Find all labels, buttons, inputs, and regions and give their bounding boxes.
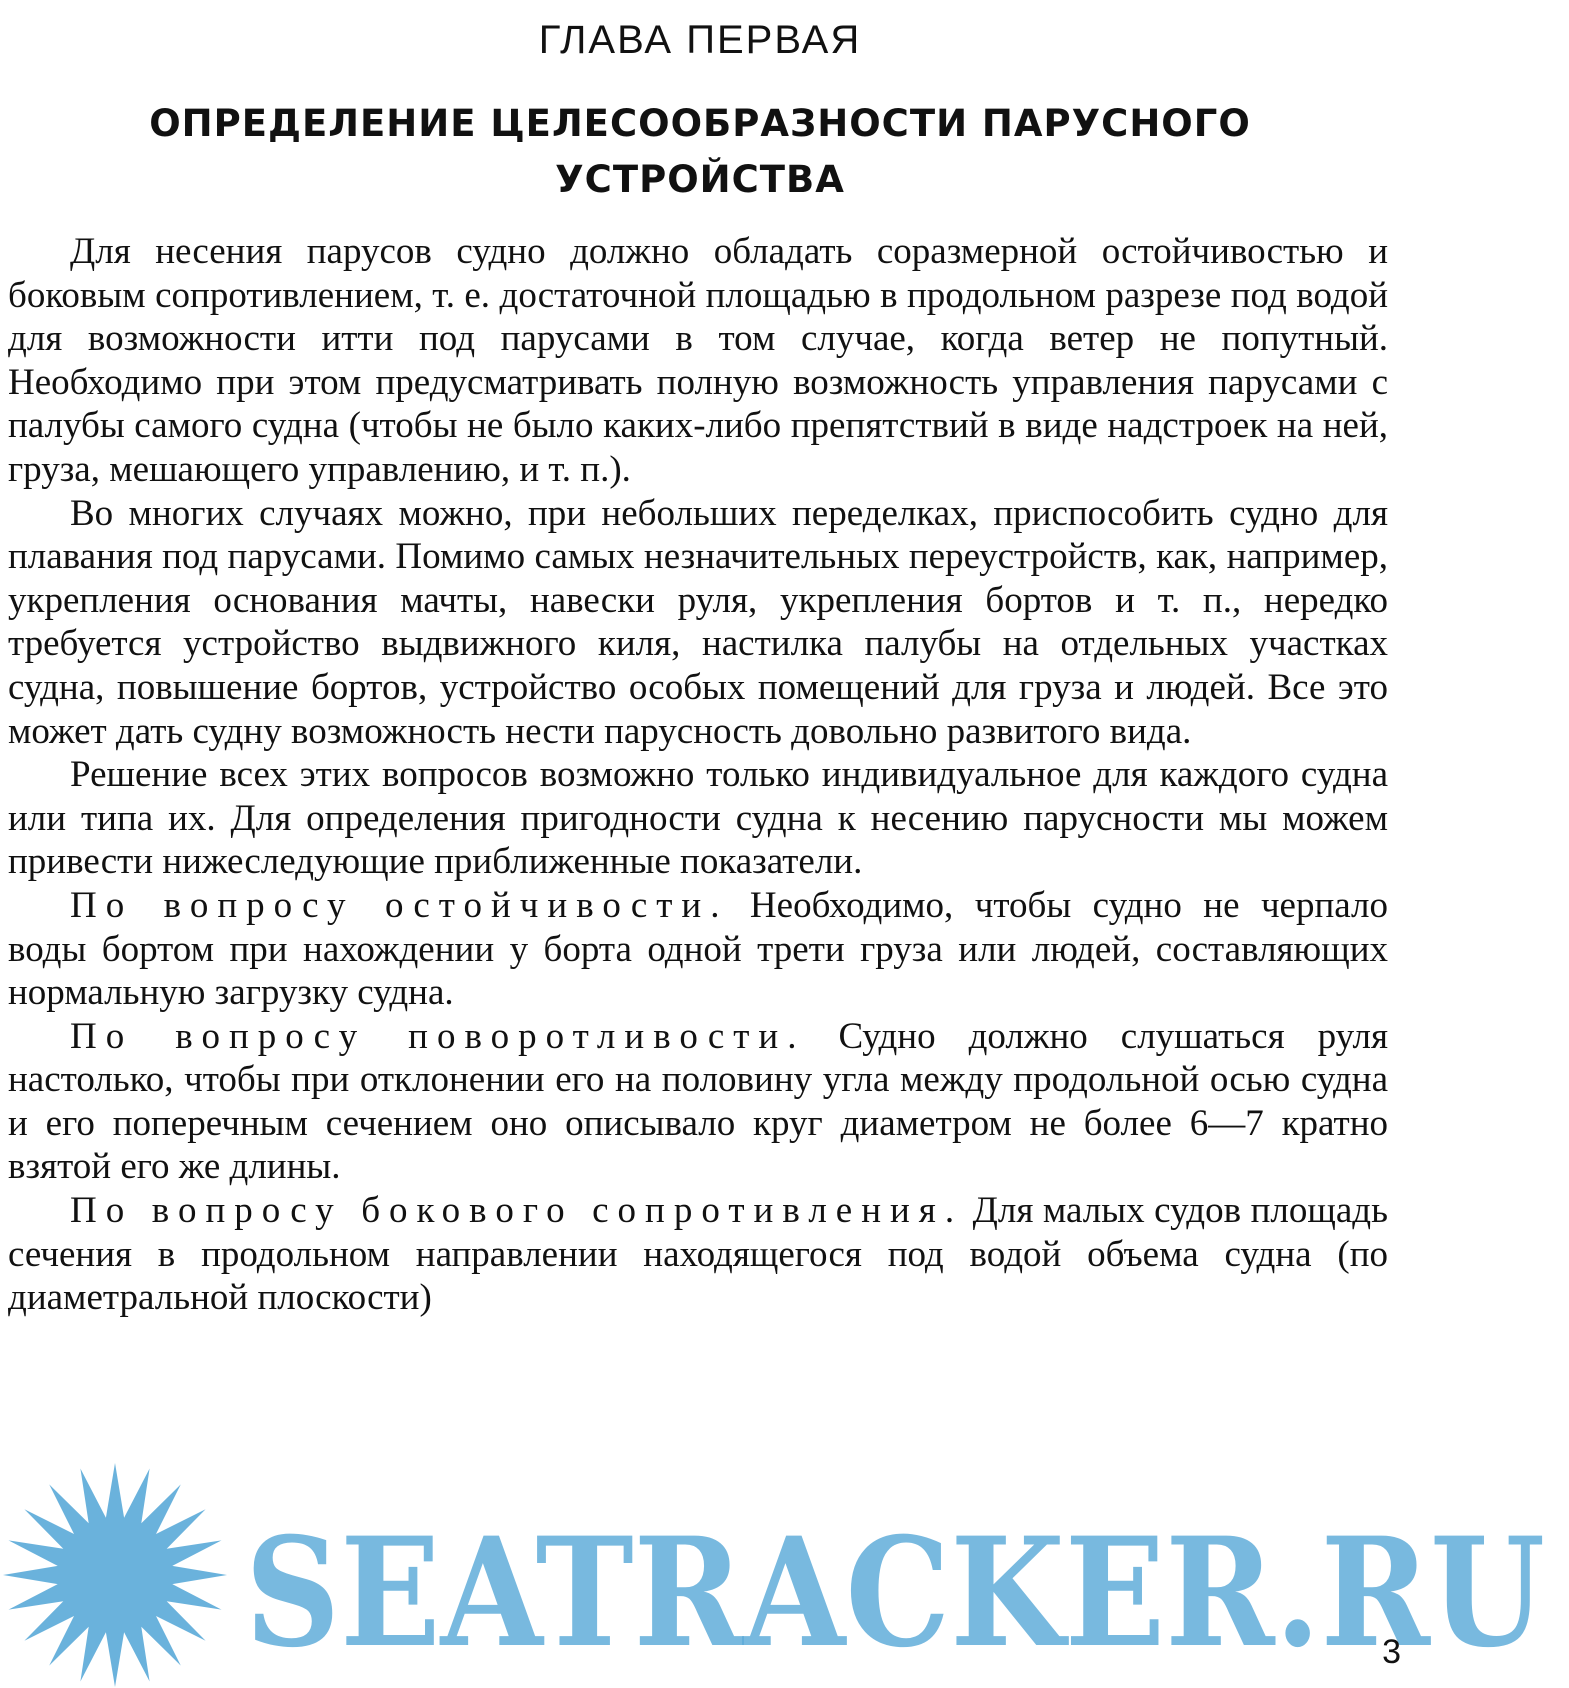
chapter-title-line-1: ОПРЕДЕЛЕНИЕ ЦЕЛЕСООБРАЗНОСТИ ПАРУСНОГО	[149, 102, 1251, 145]
paragraph-6	[8, 1189, 1388, 1320]
paragraph-5	[8, 1015, 1388, 1189]
paragraph-5-lead: По вопросу поворотливости.	[70, 1015, 806, 1057]
chapter-title-line-2: УСТРОЙСТВА	[555, 158, 845, 201]
chapter-label: ГЛАВА ПЕРВАЯ	[538, 18, 862, 62]
sun-burst-icon	[3, 1463, 227, 1687]
paragraph-3: Решение всех этих вопросов возможно только индивидуальное для каждого судна или типа их. Для определения пригодности судна к несению парусности мы можем привести нижеследующие приближенные показатели.	[8, 754, 1388, 883]
paragraph-4-text: Необходимо, чтобы судно не черпало воды бортом при нахождении у борта одной трети груза или людей, составляющих нормальную загрузку судна.	[8, 884, 1388, 1014]
paragraph-4-lead: По вопросу остойчивости.	[70, 884, 729, 926]
watermark-text: SEATRACKER.RU	[245, 1505, 1545, 1681]
paragraph-2: Во многих случаях можно, при небольших переделках, приспособить судно для плавания под парусами. Помимо самых незначительных переустройств, как, например, укрепления основания мачты, навески руля, укрепления бортов и т. п., нередко требуется устройство выдвижного киля, настилка палубы на отдельных участках судна, повышение бортов, устройство особых помещений для груза и людей. Все это может дать судну возможность нести парусность довольно развитого вида.	[8, 492, 1388, 752]
chapter-title	[0, 96, 1400, 208]
body-text	[8, 230, 1388, 1320]
watermark	[0, 1455, 1569, 1688]
paragraph-1: Для несения парусов судно должно обладать соразмерной остойчивостью и боковым сопротивлением, т. е. достаточной площадью в продольном разрезе под водой для возможности итти под парусами в том случае, когда ветер не попутный. Необходимо при этом предусматривать полную возможность управления парусами с палубы самого судна (чтобы не было каких-либо препятствий в виде надстроек на ней, груза, мешающего управлению, и т. п.).	[8, 231, 1388, 490]
page-number: 3	[1382, 1633, 1401, 1671]
paragraph-6-text: Для малых судов площадь сечения в продольном направлении находящегося под водой объема судна (по диаметральной плоскости)	[8, 1190, 1388, 1319]
paragraph-5-text: Судно должно слушаться руля настолько, чтобы при отклонении его на половину угла между продольной осью судна и его поперечным сечением оно описывало круг диаметром не более 6—7 кратно взятой его же длины.	[8, 1015, 1389, 1188]
paragraph-4	[8, 884, 1388, 1015]
paragraph-6-lead: По вопросу бокового сопротивления.	[70, 1190, 964, 1232]
